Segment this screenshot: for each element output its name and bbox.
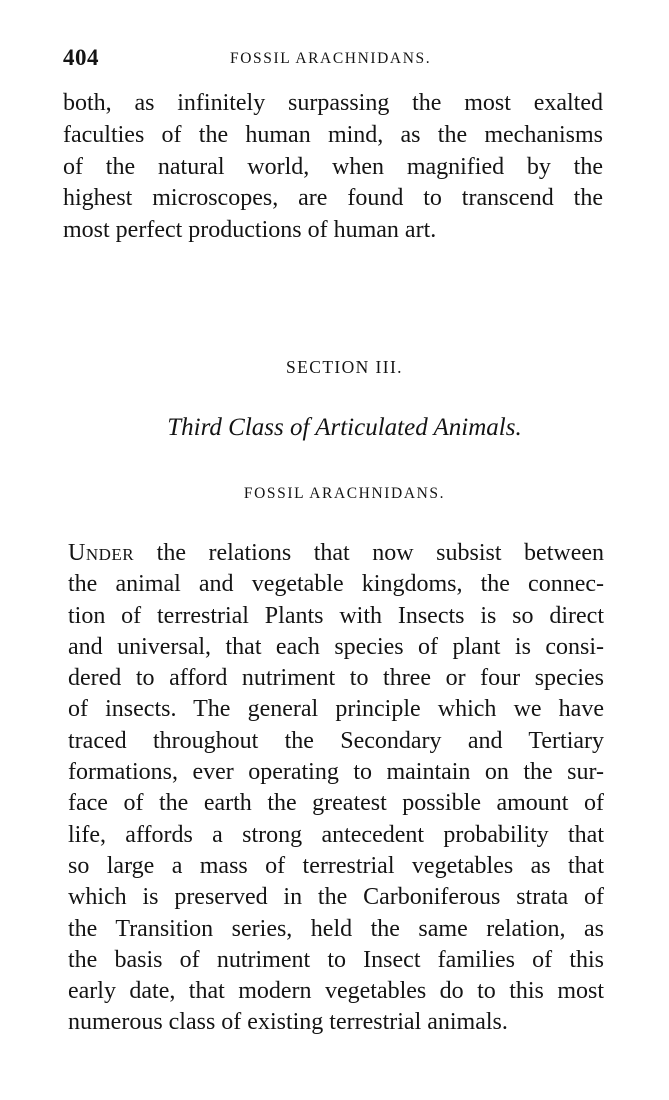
text-line: the Transition series, held the same relation, as: [68, 915, 604, 942]
text-line: numerous class of existing terrestrial animals.: [68, 1009, 508, 1036]
paragraph-body: [68, 538, 604, 1039]
text-line: life, affords a strong antecedent probability that: [68, 821, 604, 848]
opening-word: Under: [68, 540, 135, 566]
paragraph-continuation: [63, 88, 603, 247]
text-line: the animal and vegetable kingdoms, the connec-: [68, 571, 604, 598]
text-line: the basis of nutriment to Insect families of this: [68, 946, 604, 973]
text-line: faculties of the human mind, as the mechanisms: [63, 121, 603, 148]
text-line: both, as infinitely surpassing the most exalted: [63, 90, 603, 116]
subsection-heading: FOSSIL ARACHNIDANS.: [243, 485, 446, 502]
text-line: of the natural world, when magnified by the: [63, 153, 603, 180]
text-line: [68, 538, 604, 569]
text-line: traced throughout the Secondary and Tertiary: [68, 727, 604, 754]
text-line: formations, ever operating to maintain on the sur-: [68, 759, 604, 786]
text-line: so large a mass of terrestrial vegetables as that: [68, 852, 604, 879]
section-title: Third Class of Articulated Animals.: [167, 414, 522, 441]
text-line: and universal, that each species of plant is consi-: [68, 633, 604, 660]
page-number: 404: [63, 45, 99, 70]
text-line: face of the earth the greatest possible amount of: [68, 790, 604, 817]
text-line: which is preserved in the Carboniferous strata of: [68, 884, 604, 911]
text-line: highest microscopes, are found to transcend the: [63, 185, 603, 212]
text-line: most perfect productions of human art.: [63, 217, 437, 244]
text-line: of insects. The general principle which we have: [68, 696, 604, 723]
running-title: FOSSIL ARACHNIDANS.: [230, 50, 432, 67]
text-fragment: the relations that now subsist between: [134, 540, 604, 566]
text-line: tion of terrestrial Plants with Insects is so direct: [68, 602, 604, 629]
text-line: early date, that modern vegetables do to this most: [68, 978, 604, 1005]
section-heading: SECTION III.: [286, 357, 403, 377]
text-line: dered to afford nutriment to three or four species: [68, 665, 604, 692]
